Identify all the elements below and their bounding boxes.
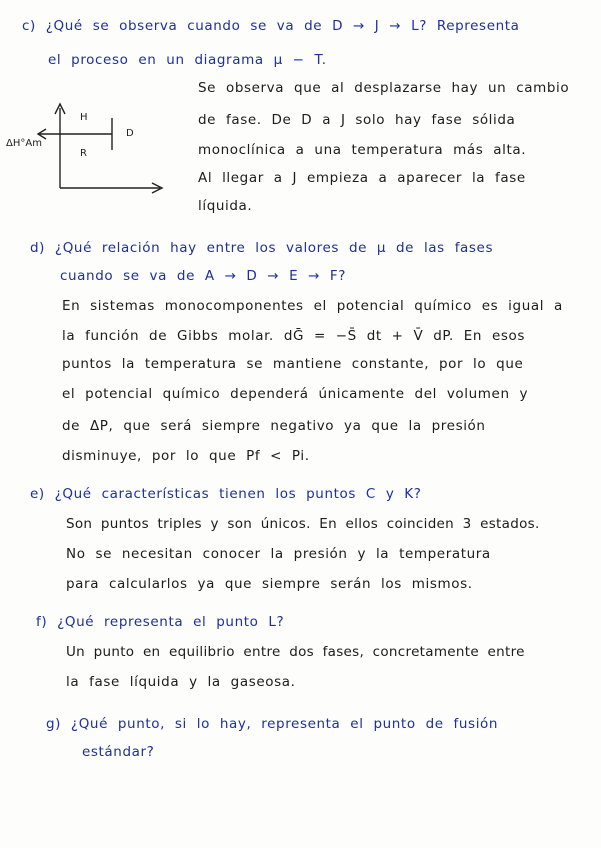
answer-c-line-5: líquida. [198,198,253,214]
question-e-line-1: e) ¿Qué características tienen los puntos C y K? [30,486,422,502]
question-c-line-1: c) ¿Qué se observa cuando se va de D → J → L? Representa [22,18,520,34]
answer-f-line-2: la fase líquida y la gaseosa. [66,674,296,690]
mu-t-diagram [0,90,180,200]
answer-e-line-2: No se necesitan conocer la presión y la temperatura [66,546,491,562]
answer-d-line-1: En sistemas monocomponentes el potencial químico es igual a [62,298,563,314]
answer-d-line-4: el potencial químico dependerá únicamente del volumen y [62,386,529,402]
diagram-label-lower: R [80,148,87,159]
answer-d-line-3: puntos la temperatura se mantiene constante, por lo que [62,356,524,372]
answer-c-line-2: de fase. De D a J solo hay fase sólida [198,112,516,128]
answer-d-line-5: de ΔP, que será siempre negativo ya que la presión [62,418,486,434]
question-d-line-2: cuando se va de A → D → E → F? [60,268,347,284]
answer-c-line-1: Se observa que al desplazarse hay un cambio [198,80,570,96]
question-g-line-1: g) ¿Qué punto, si lo hay, representa el punto de fusión [46,716,499,732]
answer-e-line-1: Son puntos triples y son únicos. En ellos coinciden 3 estados. [66,516,540,532]
answer-d-line-6: disminuye, por lo que Pf < Pi. [62,448,310,464]
question-d-line-1: d) ¿Qué relación hay entre los valores de μ de las fases [30,240,494,256]
answer-e-line-3: para calcularlos ya que siempre serán los mismos. [66,576,473,592]
question-g-line-2: estándar? [82,744,155,760]
diagram-label-upper: H [80,112,88,123]
answer-d-line-2: la función de Gibbs molar. dḠ = −S̄ dt + V̄ dP. En esos [62,328,526,344]
answer-f-line-1: Un punto en equilibrio entre dos fases, concretamente entre [66,644,525,660]
diagram-label-right: D [126,128,134,139]
question-c-line-2: el proceso en un diagrama μ − T. [48,52,327,68]
question-f-line-1: f) ¿Qué representa el punto L? [36,614,285,630]
diagram-y-label: ΔH°Am [6,138,42,149]
answer-c-line-3: monoclínica a una temperatura más alta. [198,142,527,158]
answer-c-line-4: Al llegar a J empieza a aparecer la fase [198,170,526,186]
